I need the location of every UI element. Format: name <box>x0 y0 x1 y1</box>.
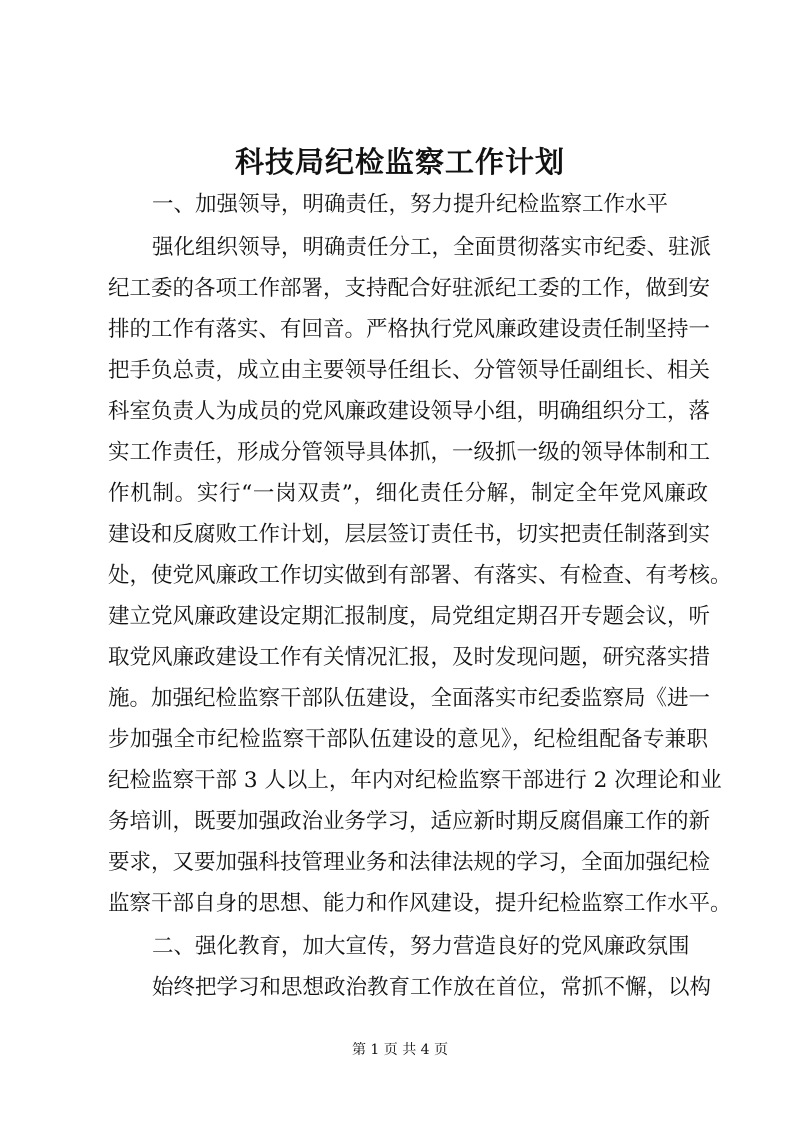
paragraph-1-line: 科室负责人为成员的党风廉政建设领导小组，明确组织分工，落 <box>108 399 711 424</box>
paragraph-1-line: 建立党风廉政建设定期汇报制度，局党组定期召开专题会议，听 <box>108 604 711 629</box>
paragraph-1-line: 取党风廉政建设工作有关情况汇报，及时发现问题，研究落实措 <box>108 645 711 670</box>
paragraph-1-line: 排的工作有落实、有回音。严格执行党风廉政建设责任制坚持一 <box>108 317 711 342</box>
paragraph-1-line: 要求，又要加强科技管理业务和法律法规的学习，全面加强纪检 <box>108 850 711 875</box>
paragraph-1-line: 施。加强纪检监察干部队伍建设，全面落实市纪委监察局《进一 <box>108 686 711 711</box>
paragraph-1-line: 处，使党风廉政工作切实做到有部署、有落实、有检查、有考核。 <box>108 563 732 588</box>
section-2-heading: 二、强化教育，加大宣传，努力营造良好的党风廉政氛围 <box>152 934 690 959</box>
page-number-footer: 第 1 页 共 4 页 <box>351 1042 449 1058</box>
paragraph-1-line: 务培训，既要加强政治业务学习，适应新时期反腐倡廉工作的新 <box>108 809 711 834</box>
paragraph-1-line: 作机制。实行“一岗双责”，细化责任分解，制定全年党风廉政 <box>108 481 708 506</box>
paragraph-1-line: 监察干部自身的思想、能力和作风建设，提升纪检监察工作水平。 <box>108 891 732 916</box>
paragraph-1-line: 纪工委的各项工作部署，支持配合好驻派纪工委的工作，做到安 <box>108 276 711 301</box>
document-title: 科技局纪检监察工作计划 <box>234 145 565 179</box>
paragraph-1-line: 强化组织领导，明确责任分工，全面贯彻落实市纪委、驻派 <box>152 235 712 260</box>
section-1-heading: 一、加强领导，明确责任，努力提升纪检监察工作水平 <box>152 192 669 217</box>
paragraph-1-line: 步加强全市纪检监察干部队伍建设的意见》，纪检组配备专兼职 <box>108 727 708 752</box>
paragraph-1-line: 建设和反腐败工作计划，层层签订责任书，切实把责任制落到实 <box>108 522 711 547</box>
paragraph-1-line: 实工作责任，形成分管领导具体抓，一级抓一级的领导体制和工 <box>108 440 711 465</box>
paragraph-1-line: 把手负总责，成立由主要领导任组长、分管领导任副组长、相关 <box>108 358 711 383</box>
paragraph-2-line: 始终把学习和思想政治教育工作放在首位，常抓不懈，以构 <box>152 975 712 1000</box>
paragraph-1-line: 纪检监察干部 3 人以上，年内对纪检监察干部进行 2 次理论和业 <box>108 768 722 793</box>
